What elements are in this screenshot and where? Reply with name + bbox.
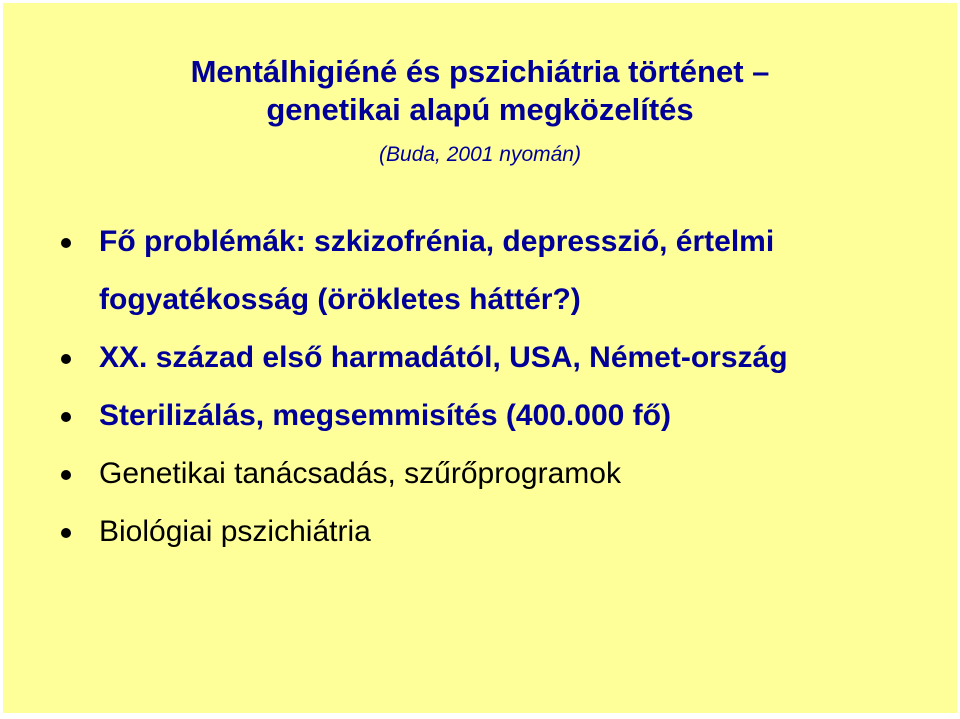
bullet-item xyxy=(61,445,859,503)
bullet-dot-icon xyxy=(61,354,71,364)
slide-subtitle: (Buda, 2001 nyomán) xyxy=(379,143,581,166)
bullet-text: Sterilizálás, megsemmisítés (400.000 fő) xyxy=(99,399,671,432)
bullet-dot-icon xyxy=(61,470,71,480)
bullet-item xyxy=(61,213,859,329)
bullet-text: Biológiai pszichiátria xyxy=(99,515,371,548)
bullet-dot-icon xyxy=(61,528,71,538)
bullet-list xyxy=(61,213,859,561)
bullet-item xyxy=(61,503,859,561)
bullet-dot-icon xyxy=(61,412,71,422)
bullet-text: Genetikai tanácsadás, szűrőprogramok xyxy=(99,457,621,490)
bullet-text: XX. század első harmadától, USA, Német-ország xyxy=(99,341,788,374)
bullet-item xyxy=(61,387,859,445)
bullet-text: Fő problémák: szkizofrénia, depresszió, értelmi fogyatékosság (örökletes háttér?) xyxy=(99,225,775,316)
bullet-item xyxy=(61,329,859,387)
title-line-1: Mentálhigiéné és pszichiátria történet – xyxy=(190,54,770,89)
title-line-2: genetikai alapú megközelítés xyxy=(266,92,694,127)
slide-title xyxy=(3,53,957,129)
slide xyxy=(3,3,957,713)
bullet-dot-icon xyxy=(61,238,71,248)
